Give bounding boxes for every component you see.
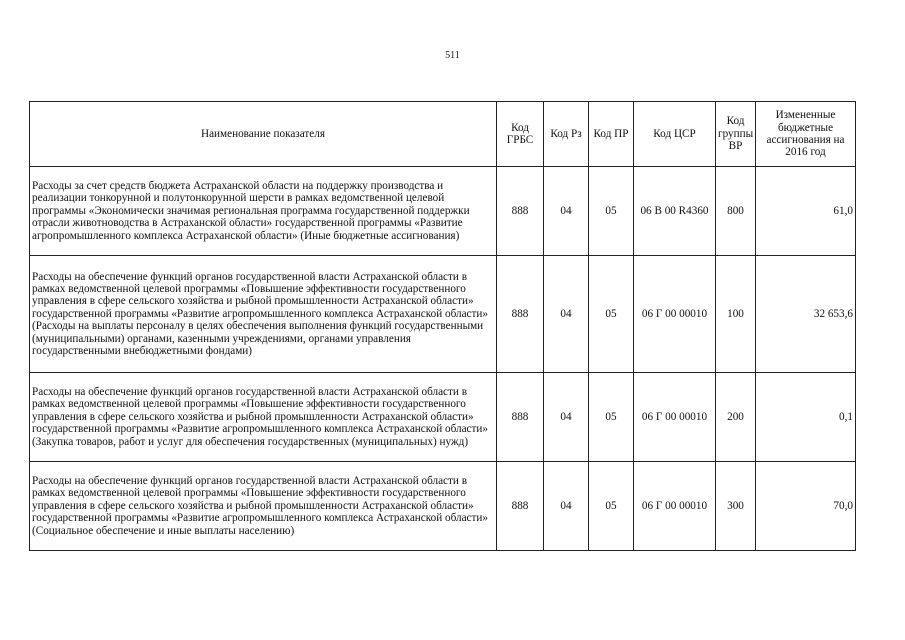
- table-row: [30, 462, 856, 551]
- row-indicator-name: Расходы на обеспечение функций органов государственной власти Астраханской области в рамках ведомственной целевой программы «Повышение эффективности государственного управления в сфере сельского хозяйства и рыбной промышленности Астраханской области» государственной программы «Развитие агропромышленного комплекса Астраханской области» (Расходы на выплаты персоналу в целях обеспечения выполнения функций государственными (муниципальными) органами, казенными учреждениями, органами управления государственными внебюджетными фондами): [30, 256, 497, 373]
- row-pr-code: 05: [589, 373, 634, 462]
- row-amount: 0,1: [756, 373, 856, 462]
- page-number: 511: [445, 50, 460, 61]
- row-csr-code: 06 Г 00 00010: [634, 373, 716, 462]
- row-pr-code: 05: [589, 167, 634, 256]
- row-pr-code: 05: [589, 256, 634, 373]
- row-pr-code: 05: [589, 462, 634, 551]
- row-vr-code: 800: [716, 167, 756, 256]
- row-amount: 70,0: [756, 462, 856, 551]
- table-row: [30, 373, 856, 462]
- header-csr-code: Код ЦСР: [634, 102, 716, 167]
- header-rz-code: Код Рз: [544, 102, 589, 167]
- row-grbs-code: 888: [497, 373, 544, 462]
- row-vr-code: 300: [716, 462, 756, 551]
- row-rz-code: 04: [544, 462, 589, 551]
- budget-table: [29, 101, 856, 551]
- row-rz-code: 04: [544, 167, 589, 256]
- row-rz-code: 04: [544, 256, 589, 373]
- header-grbs-code: Код ГРБС: [497, 102, 544, 167]
- row-indicator-name: Расходы на обеспечение функций органов государственной власти Астраханской области в рамках ведомственной целевой программы «Повышение эффективности государственного управления в сфере сельского хозяйства и рыбной промышленности Астраханской области» государственной программы «Развитие агропромышленного комплекса Астраханской области» (Закупка товаров, работ и услуг для обеспечения государственных (муниципальных) нужд): [30, 373, 497, 462]
- row-vr-code: 100: [716, 256, 756, 373]
- row-grbs-code: 888: [497, 256, 544, 373]
- row-csr-code: 06 В 00 R4360: [634, 167, 716, 256]
- header-indicator-name: Наименование показателя: [30, 102, 497, 167]
- header-vr-group-code: Код группы ВР: [716, 102, 756, 167]
- row-amount: 61,0: [756, 167, 856, 256]
- row-csr-code: 06 Г 00 00010: [634, 462, 716, 551]
- row-vr-code: 200: [716, 373, 756, 462]
- row-amount: 32 653,6: [756, 256, 856, 373]
- row-indicator-name: Расходы за счет средств бюджета Астраханской области на поддержку производства и реализации тонкорунной и полутонкорунной шерсти в рамках ведомственной целевой программы «Экономически значимая региональная программа государственной поддержки отрасли животноводства в Астраханской области» государственной программы «Развитие агропромышленного комплекса Астраханской области» (Иные бюджетные ассигнования): [30, 167, 497, 256]
- header-amended-allocations: Измененные бюджетные ассигнования на 2016 год: [756, 102, 856, 167]
- row-rz-code: 04: [544, 373, 589, 462]
- table-row: [30, 167, 856, 256]
- header-pr-code: Код ПР: [589, 102, 634, 167]
- row-csr-code: 06 Г 00 00010: [634, 256, 716, 373]
- row-grbs-code: 888: [497, 167, 544, 256]
- table-header-row: [30, 102, 856, 167]
- row-grbs-code: 888: [497, 462, 544, 551]
- table-row: [30, 256, 856, 373]
- row-indicator-name: Расходы на обеспечение функций органов государственной власти Астраханской области в рамках ведомственной целевой программы «Повышение эффективности государственного управления в сфере сельского хозяйства и рыбной промышленности Астраханской области» государственной программы «Развитие агропромышленного комплекса Астраханской области» (Социальное обеспечение и иные выплаты населению): [30, 462, 497, 551]
